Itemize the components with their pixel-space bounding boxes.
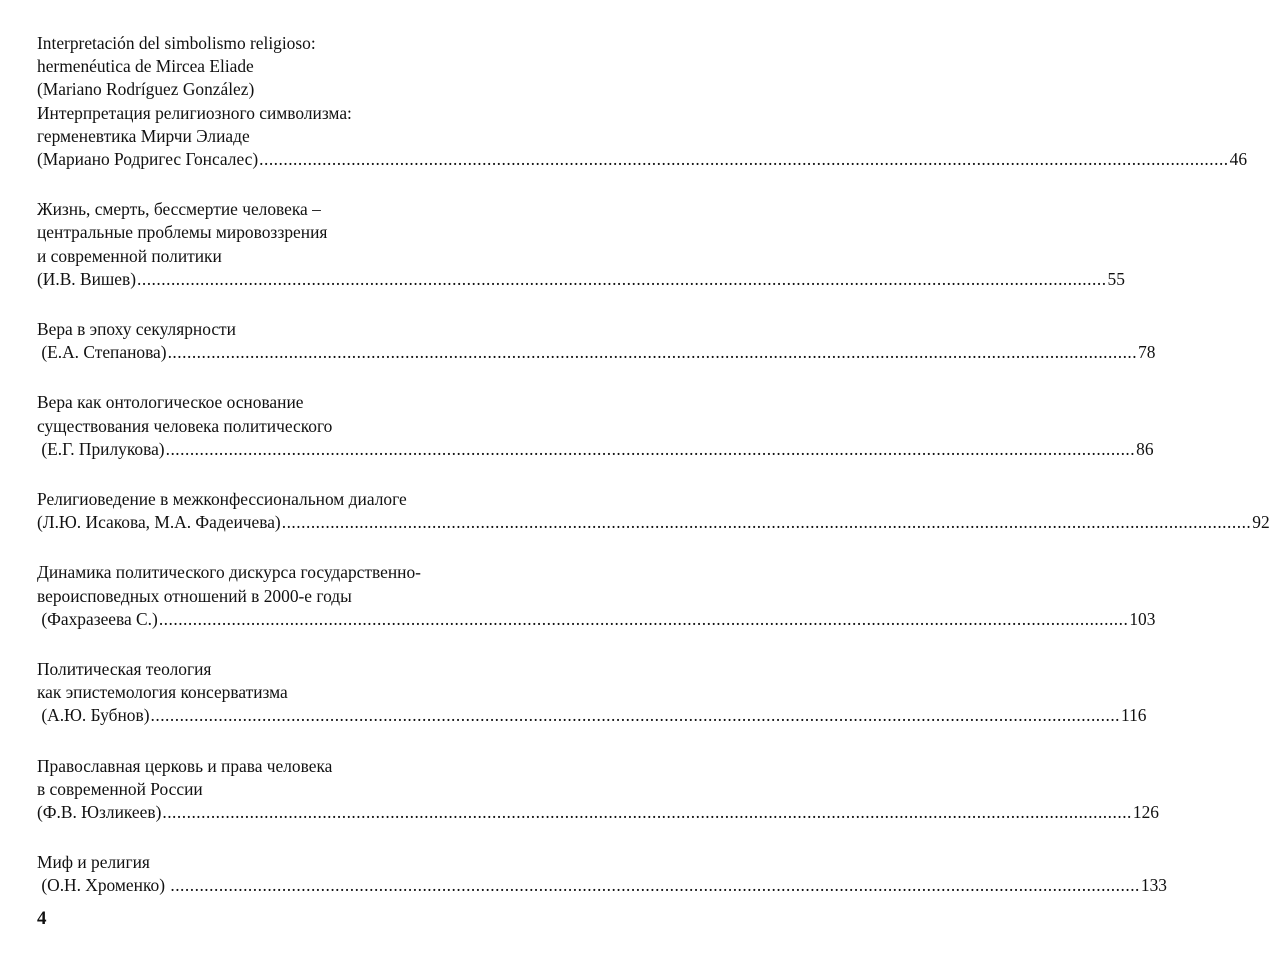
entry-page-number: 103 (1129, 608, 1156, 629)
entry-page-number: 133 (1140, 875, 1167, 896)
entry-author: (И.В. Вишев) (37, 268, 137, 289)
entry-title-line: Динамика политического дискурса государственно- (37, 562, 421, 583)
entry-author: (Е.А. Степанова) (37, 342, 167, 363)
dot-leader: ........................................................................................................................................................................................................ (281, 512, 1252, 533)
entry-title-line: hermenéutica de Mircea Eliade (37, 56, 254, 77)
entry-title-line: существования человека политического (37, 415, 333, 436)
entry-page-number: 78 (1138, 342, 1156, 363)
entry-title-line: вероисповедных отношений в 2000-е годы (37, 585, 352, 606)
entry-author-line (37, 874, 1167, 897)
entry-author: (Л.Ю. Исакова, М.А. Фадеичева) (37, 512, 281, 533)
entry-title-line: Политическая теология (37, 659, 212, 680)
entry-title-line: герменевтика Мирчи Элиаде (37, 125, 250, 146)
dot-leader: ........................................................................................................................................................................................................ (150, 705, 1121, 726)
entry-page-number: 46 (1229, 149, 1248, 170)
entry-page-number: 116 (1121, 705, 1147, 726)
toc-entry (37, 658, 1147, 728)
entry-author-line (37, 268, 1125, 291)
toc-entry (37, 488, 1270, 534)
toc-entry (37, 32, 1248, 171)
entry-author: (Е.Г. Прилукова) (37, 438, 165, 459)
entry-title-line: Религиоведение в межконфессиональном диалоге (37, 489, 407, 510)
entry-author-line (37, 608, 1156, 631)
entry-title-line: Жизнь, смерть, бессмертие человека – (37, 199, 321, 220)
entry-title-line: Interpretación del simbolismo religioso: (37, 33, 316, 53)
entry-author-line (37, 704, 1147, 727)
entry-title-line: и современной политики (37, 245, 222, 266)
entry-author: (А.Ю. Бубнов) (37, 705, 150, 726)
entry-author: (Мариано Родригес Гонсалес) (37, 149, 259, 170)
entry-page-number: 86 (1136, 438, 1154, 459)
entry-title-line: Вера как онтологическое основание (37, 392, 304, 413)
dot-leader: ........................................................................................................................................................................................................ (137, 268, 1107, 289)
entry-page-number: 55 (1107, 268, 1125, 289)
toc-entry (37, 561, 1156, 631)
entry-author: (Фахразеева С.) (37, 608, 158, 629)
entry-author: (Ф.В. Юзликеев) (37, 802, 162, 823)
entry-title-line: Интерпретация религиозного символизма: (37, 102, 352, 123)
dot-leader: ........................................................................................................................................................................................................ (259, 149, 1229, 170)
entry-author-line (37, 148, 1248, 171)
dot-leader: ........................................................................................................................................................................................................ (162, 802, 1132, 823)
entry-author-line (37, 511, 1270, 534)
dot-leader: ........................................................................................................................................................................................................ (170, 875, 1140, 896)
entry-page-number: 126 (1132, 802, 1159, 823)
entry-title-line: Православная церковь и права человека (37, 755, 333, 776)
entry-title-line: центральные проблемы мировоззрения (37, 222, 328, 243)
entry-title-line: Вера в эпоху секулярности (37, 319, 236, 340)
entry-title-line: как эпистемология консерватизма (37, 682, 288, 703)
toc-entry (37, 318, 1156, 364)
entry-author: (О.Н. Хроменко) (37, 875, 170, 896)
entry-title-line: Миф и религия (37, 852, 150, 873)
toc-entry (37, 198, 1125, 291)
entry-title-line: в современной России (37, 778, 203, 799)
toc-entry (37, 755, 1159, 825)
entry-author-line (37, 438, 1154, 461)
entry-author-line (37, 341, 1156, 364)
table-of-contents (37, 32, 1270, 925)
entry-page-number: 92 (1252, 512, 1270, 533)
toc-entry (37, 391, 1154, 461)
entry-title-line: (Mariano Rodríguez González) (37, 79, 255, 100)
dot-leader: ........................................................................................................................................................................................................ (167, 342, 1138, 363)
entry-author-line (37, 801, 1159, 824)
toc-entry (37, 851, 1167, 897)
dot-leader: ........................................................................................................................................................................................................ (165, 438, 1136, 459)
page-number: 4 (37, 908, 47, 929)
dot-leader: ........................................................................................................................................................................................................ (158, 608, 1129, 629)
